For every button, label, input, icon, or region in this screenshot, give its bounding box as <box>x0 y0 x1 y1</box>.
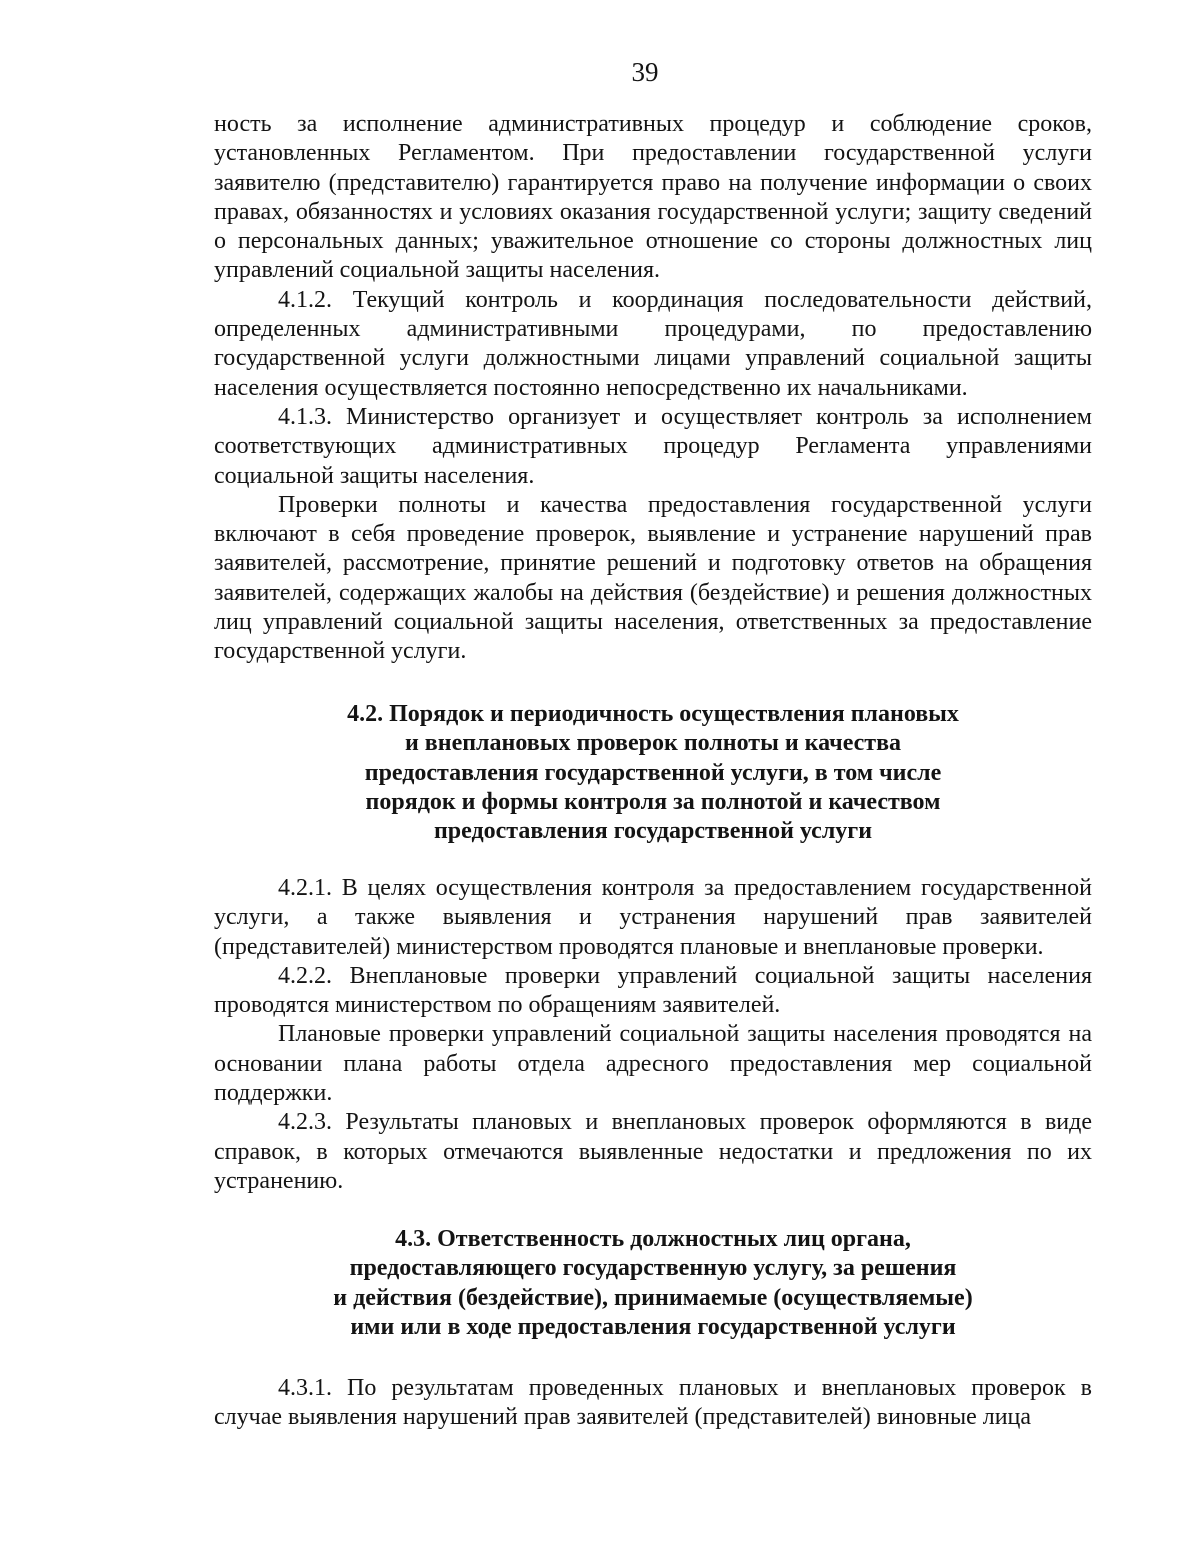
paragraph-4-1-2: 4.1.2. Текущий контроль и координация последовательности действий, определенных административными процедурами, по предоставлению государственной услуги должностными лицами управлений социальной защиты населения осуществляется постоянно непосредственно их начальниками. <box>214 286 1092 401</box>
heading-line: и действия (бездействие), принимаемые (осуществляемые) <box>333 1284 973 1311</box>
section-4-3-body <box>214 1374 1092 1433</box>
heading-line: 4.2. Порядок и периодичность осуществления плановых <box>347 701 959 727</box>
heading-line: порядок и формы контроля за полнотой и качеством <box>365 788 941 815</box>
paragraph-4-2-3: 4.2.3. Результаты плановых и внеплановых проверок оформляются в виде справок, в которых отмечаются выявленные недостатки и предложения по их устранению. <box>214 1109 1092 1194</box>
heading-line: и внеплановых проверок полноты и качества <box>404 730 902 757</box>
paragraph-4-3-1: 4.3.1. По результатам проведенных плановых и внеплановых проверок в случае выявления нарушений прав заявителей (представителей) виновные лица <box>214 1375 1092 1431</box>
paragraph-inspections: Проверки полноты и качества предоставления государственной услуги включают в себя проведение проверок, выявление и устранение нарушений прав заявителей, рассмотрение, принятие решений и подготовку ответов на обращения заявителей, содержащих жалобы на действия (бездействие) и решения должностных лиц управлений социальной защиты населения, ответственных за предоставление государственной услуги. <box>214 491 1092 665</box>
paragraph-4-2-1: 4.2.1. В целях осуществления контроля за предоставлением государственной услуги, а также выявления и устранения нарушений прав заявителей (представителей) министерством проводятся плановые и внеплановые проверки. <box>214 875 1092 960</box>
paragraph-planned-inspections: Плановые проверки управлений социальной защиты населения проводятся на основании плана работы отдела адресного предоставления мер социальной поддержки. <box>214 1021 1092 1107</box>
section-4-2-body <box>214 874 1092 1196</box>
page-number: 39 <box>631 57 659 87</box>
section-4-1-continuation <box>214 110 1092 667</box>
paragraph-4-2-2: 4.2.2. Внеплановые проверки управлений социальной защиты населения проводятся министерством по обращениям заявителей. <box>214 962 1092 1019</box>
paragraph-responsibility: ность за исполнение административных процедур и соблюдение сроков, установленных Регламентом. При предоставлении государственной услуги заявителю (представителю) гарантируется право на получение информации о своих правах, обязанностях и условиях оказания государственной услуги; защиту сведений о персональных данных; уважительное отношение со стороны должностных лиц управлений социальной защиты населения. <box>214 111 1092 284</box>
heading-line: предоставления государственной услуги <box>433 818 873 845</box>
paragraph-4-1-3: 4.1.3. Министерство организует и осуществляет контроль за исполнением соответствующих административных процедур Регламента управлениями социальной защиты населения. <box>214 403 1092 489</box>
heading-line: 4.3. Ответственность должностных лиц органа, <box>395 1226 911 1252</box>
heading-line: предоставления государственной услуги, в том числе <box>364 759 942 786</box>
heading-4-3 <box>214 1225 1092 1342</box>
heading-line: предоставляющего государственную услугу, за решения <box>349 1255 957 1282</box>
heading-line: ими или в ходе предоставления государственной услуги <box>350 1313 956 1340</box>
heading-4-2 <box>214 700 1092 846</box>
